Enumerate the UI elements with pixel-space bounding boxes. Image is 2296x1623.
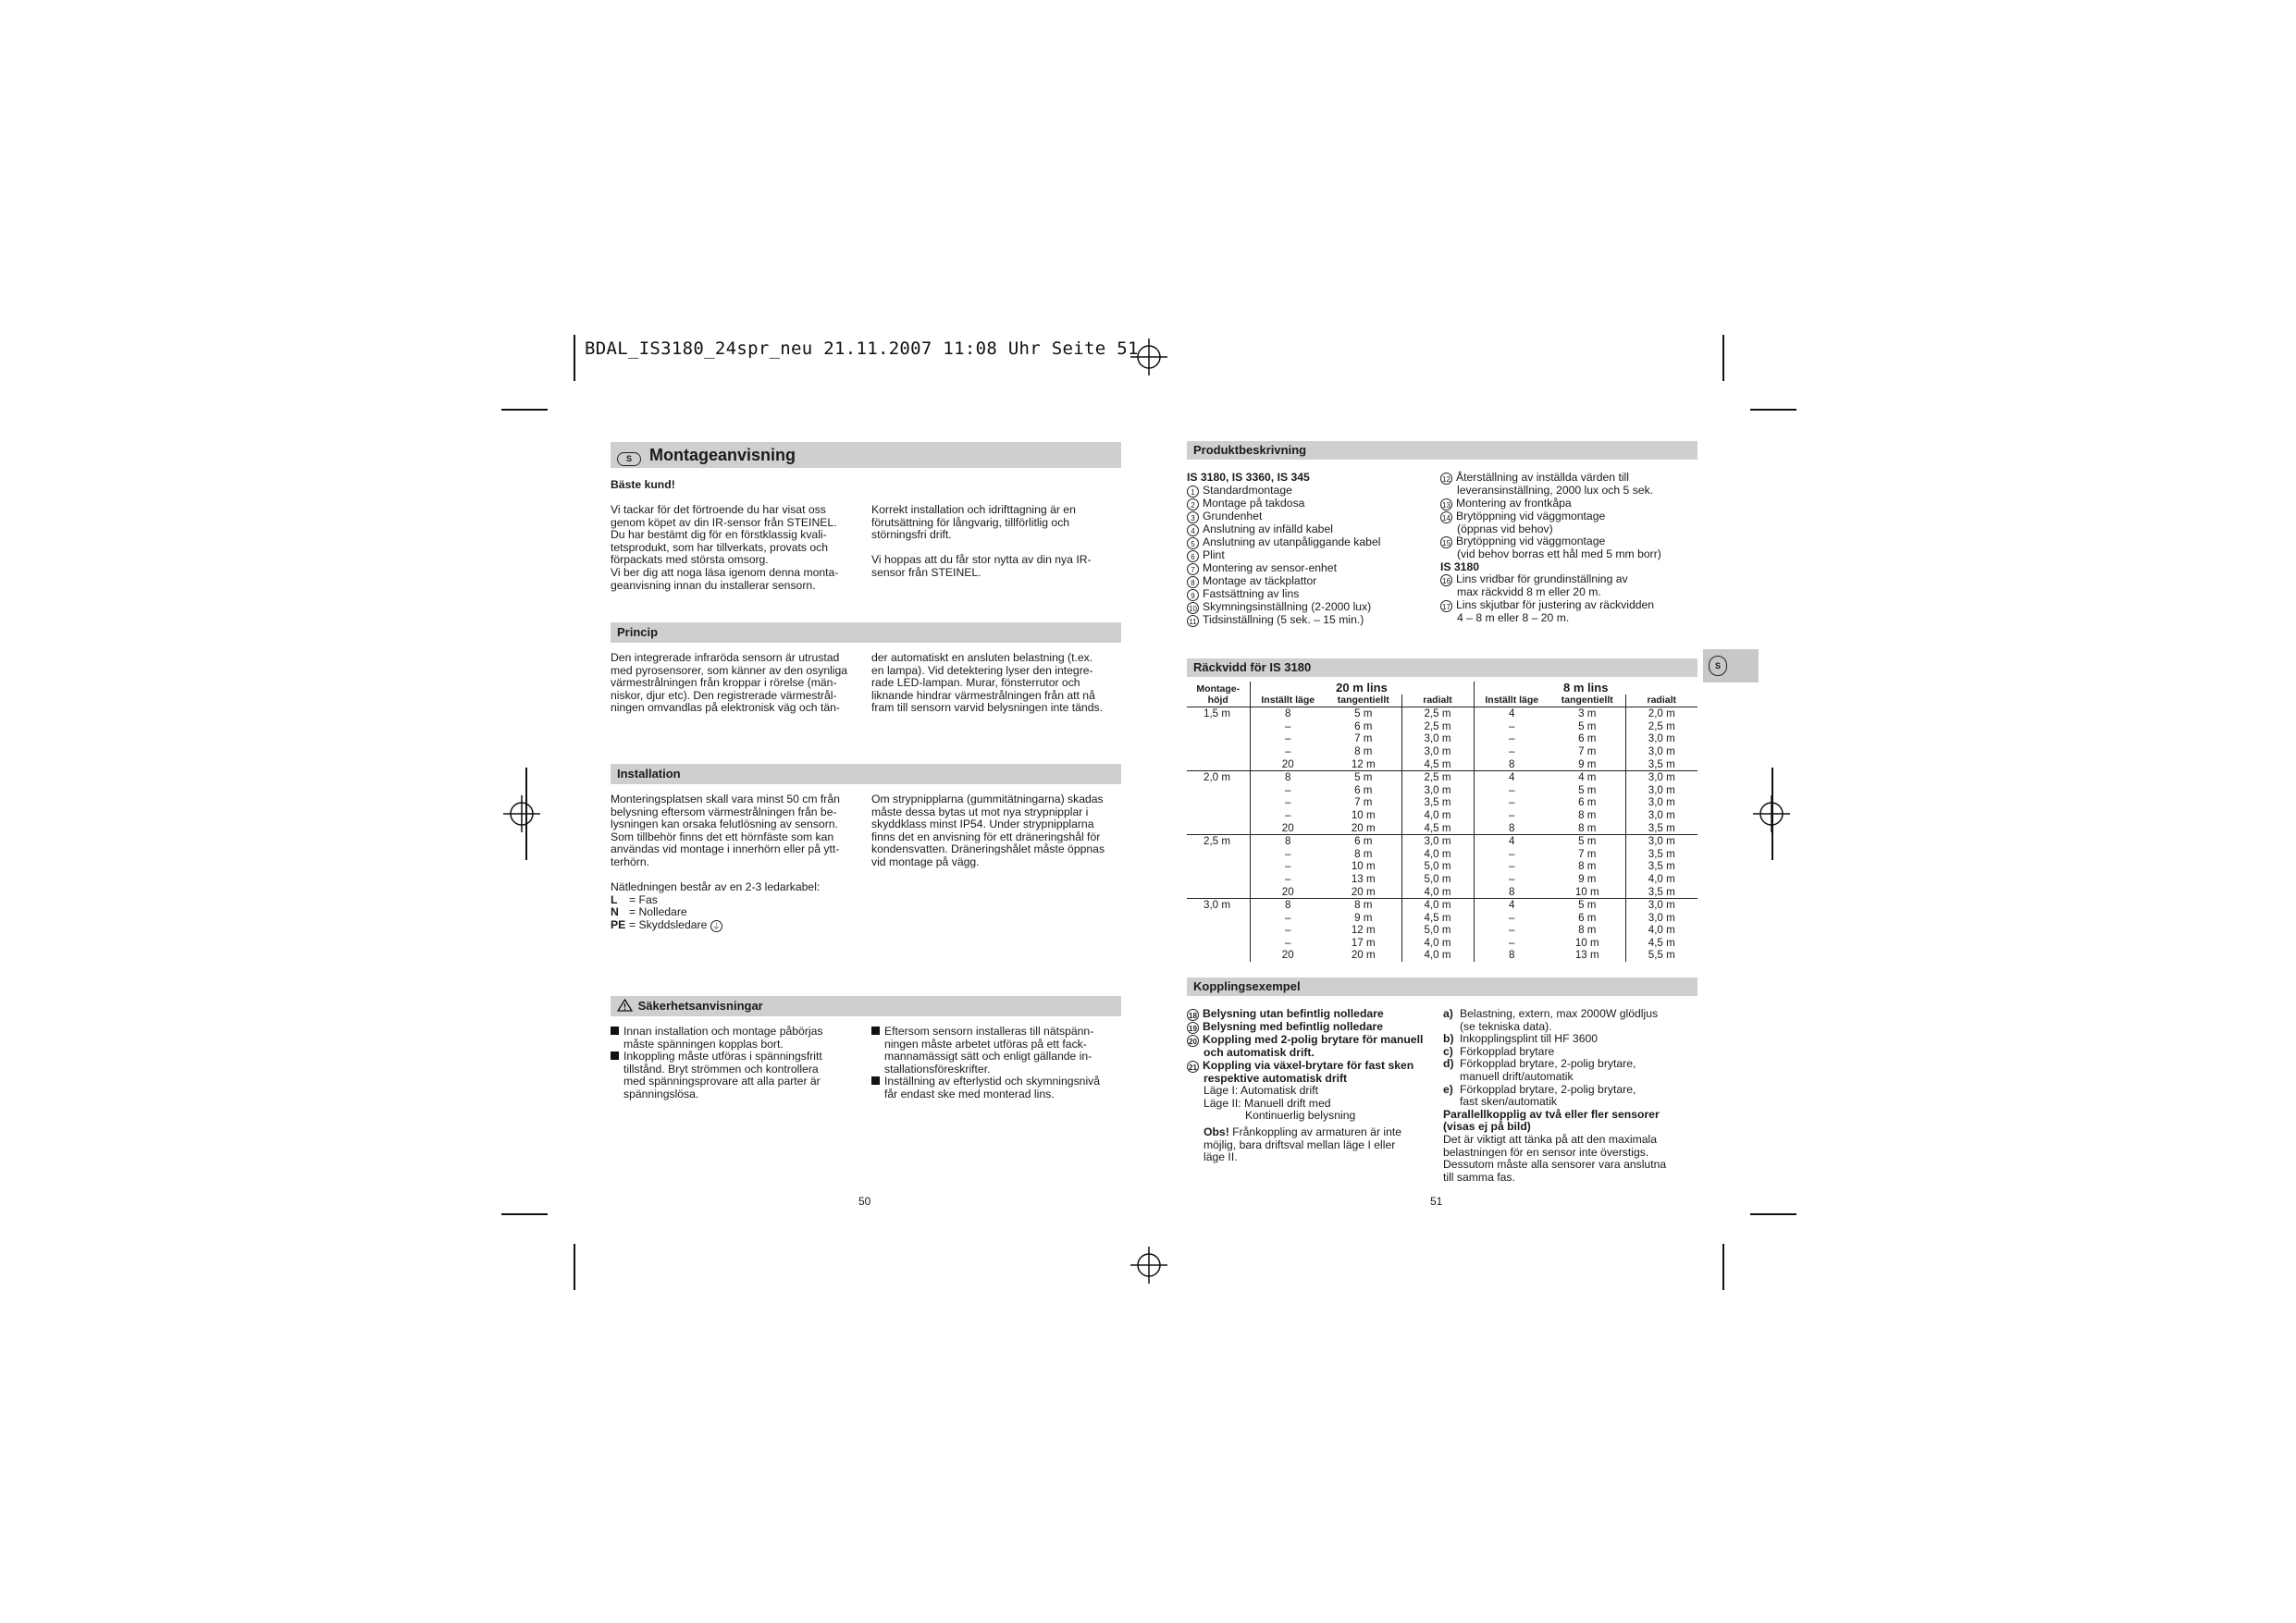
crop-mark bbox=[501, 409, 548, 411]
table-cell: 7 m bbox=[1549, 745, 1625, 758]
crop-mark bbox=[1750, 1213, 1796, 1215]
table-cell: 20 bbox=[1281, 949, 1294, 962]
table-cell: 10 m bbox=[1326, 860, 1401, 873]
table-row bbox=[1187, 886, 1697, 899]
table-cell: – bbox=[1509, 924, 1515, 937]
table-cell: 13 m bbox=[1326, 873, 1401, 886]
page-title: Montageanvisning bbox=[649, 446, 796, 464]
list-item: 4 Anslutning av infälld kabel bbox=[1187, 523, 1437, 536]
table-cell: 4,0 m bbox=[1401, 886, 1474, 899]
number-marker-icon: 14 bbox=[1440, 511, 1452, 523]
table-cell: – bbox=[1509, 719, 1515, 732]
ground-symbol-icon: ⏚ bbox=[711, 921, 721, 931]
table-cell: 8 bbox=[1250, 899, 1326, 912]
table-row bbox=[1187, 860, 1697, 873]
table-cell: 3,0 m bbox=[1648, 744, 1675, 757]
table-cell: 3,0 m bbox=[1401, 784, 1474, 797]
table-cell: 10 m bbox=[1326, 809, 1401, 822]
table-cell: 8 m bbox=[1549, 924, 1625, 937]
table-cell: 3,0 m bbox=[1648, 796, 1675, 809]
table-cell: 12 m bbox=[1326, 758, 1401, 771]
table-cell: 8 m bbox=[1549, 809, 1625, 822]
crop-mark bbox=[501, 1213, 548, 1215]
table-cell: 8 m bbox=[1326, 745, 1401, 758]
warning-triangle-icon bbox=[617, 999, 633, 1012]
number-marker-icon: 11 bbox=[1187, 615, 1199, 627]
number-marker-icon: 3 bbox=[1187, 511, 1199, 523]
table-row bbox=[1187, 809, 1697, 822]
table-cell: 5 m bbox=[1549, 899, 1625, 912]
table-cell: 3,5 m bbox=[1648, 757, 1675, 770]
table-cell: 7 m bbox=[1326, 732, 1401, 745]
table-cell: – bbox=[1509, 808, 1515, 821]
table-row bbox=[1187, 912, 1697, 925]
table-cell: 5 m bbox=[1549, 835, 1625, 848]
list-item: 7 Montering av sensor-enhet bbox=[1187, 562, 1437, 575]
table-cell: – bbox=[1285, 719, 1291, 732]
crop-mark bbox=[574, 335, 575, 381]
table-header-height: Montage- höjd bbox=[1187, 682, 1250, 707]
table-cell: 3,0 m bbox=[1625, 771, 1697, 784]
safety-item: Inkoppling måste utföras i spänningsfritt tillstånd. Bryt strömmen och kontrollera med spänningsprovare att alla parter är spänningslösa. bbox=[611, 1051, 865, 1100]
table-cell: 8 m bbox=[1549, 860, 1625, 873]
safety-item: Inställning av efterlystid och skymningsnivå får endast ske med monterad lins. bbox=[871, 1076, 1126, 1100]
table-cell: – bbox=[1285, 872, 1291, 885]
safety-item: Innan installation och montage påbörjas måste spänningen kopplas bort. bbox=[611, 1026, 865, 1051]
table-cell: 3 m bbox=[1549, 707, 1625, 720]
list-item: 16 Lins vridbar för grundinställning av bbox=[1440, 573, 1709, 586]
section-heading-safety: Säkerhetsanvisningar bbox=[611, 996, 1121, 1016]
koppling-col2: a) Belastning, extern, max 2000W glödljus (se tekniska data). b) Inkopplingsplint till HF 3600 c) Förkopplad brytare d) Förkopplad brytare, 2-polig brytare, manuell drift/automatik e) Förkopplad brytare, 2-polig brytare, fast sken/automatik Parallellkopplig av två eller fler sensorer (visas ej på bild) Det är viktigt att tänka på att den maximala belastningen för en sensor inte överstigs. Dessutom måste alla sensorer vara anslutna till samma fas. bbox=[1443, 1008, 1711, 1184]
intro-col2: Korrekt installation och idrifttagning är en förutsättning för långvarig, tillförlitlig och störningsfri drift. Vi hoppas att du får stor nytta av din nya IR- sensor från STEINEL. bbox=[871, 503, 1092, 579]
table-cell: 3,5 m bbox=[1401, 796, 1474, 809]
number-marker-icon: 21 bbox=[1187, 1061, 1199, 1073]
table-row bbox=[1187, 758, 1697, 771]
table-cell: 4,5 m bbox=[1648, 936, 1675, 949]
table-cell: 20 m bbox=[1326, 949, 1401, 962]
table-cell: – bbox=[1285, 808, 1291, 821]
list-item: a) Belastning, extern, max 2000W glödljus bbox=[1443, 1007, 1659, 1020]
table-row bbox=[1187, 732, 1697, 745]
language-badge-icon: S bbox=[617, 452, 641, 466]
table-cell: 6 m bbox=[1549, 732, 1625, 745]
table-cell: 17 m bbox=[1326, 937, 1401, 950]
crop-mark bbox=[1722, 335, 1724, 381]
table-cell: – bbox=[1509, 860, 1515, 873]
nat-intro: Nätledningen består av en 2-3 ledarkabel: bbox=[611, 880, 821, 894]
table-cell: 3,0 m bbox=[1648, 732, 1675, 745]
table-cell: – bbox=[1285, 847, 1291, 860]
greeting: Bäste kund! bbox=[611, 478, 675, 491]
table-header-lens8: 8 m lins bbox=[1563, 681, 1609, 695]
number-marker-icon: 20 bbox=[1187, 1035, 1199, 1047]
table-cell: 6 m bbox=[1326, 784, 1401, 797]
table-cell: 8 bbox=[1250, 771, 1326, 784]
table-cell: 8 bbox=[1250, 707, 1326, 720]
table-cell: 9 m bbox=[1549, 758, 1625, 771]
table-cell: 4,0 m bbox=[1401, 937, 1474, 950]
table-cell: 6 m bbox=[1549, 912, 1625, 925]
table-cell: – bbox=[1285, 783, 1291, 796]
table-row bbox=[1187, 720, 1697, 733]
table-cell: 3,5 m bbox=[1648, 821, 1675, 834]
table-row: 2,5 m 8 6 m 3,0 m 4 5 m 3,0 m bbox=[1187, 835, 1697, 848]
number-marker-icon: 2 bbox=[1187, 498, 1199, 510]
table-cell: 20 bbox=[1281, 757, 1294, 770]
table-cell: 7 m bbox=[1326, 796, 1401, 809]
number-marker-icon: 13 bbox=[1440, 498, 1452, 510]
table-cell: 4 bbox=[1474, 771, 1549, 784]
table-cell: 3,0 m bbox=[1401, 745, 1474, 758]
table-cell: 4,0 m bbox=[1401, 848, 1474, 861]
table-cell: 8 bbox=[1509, 885, 1515, 898]
number-marker-icon: 12 bbox=[1440, 473, 1452, 485]
number-marker-icon: 9 bbox=[1187, 589, 1199, 601]
table-cell: – bbox=[1509, 872, 1515, 885]
table-cell: 8 bbox=[1509, 821, 1515, 834]
table-cell: 8 bbox=[1509, 757, 1515, 770]
table-cell: 3,5 m bbox=[1648, 860, 1675, 873]
list-item: 15 Brytöppning vid väggmontage bbox=[1440, 535, 1709, 548]
language-badge-icon: S bbox=[1709, 656, 1727, 676]
table-cell: 6 m bbox=[1549, 796, 1625, 809]
list-item: c) Förkopplad brytare bbox=[1443, 1044, 1555, 1058]
list-item: d) Förkopplad brytare, 2-polig brytare, bbox=[1443, 1057, 1636, 1071]
table-cell: 5,0 m bbox=[1401, 873, 1474, 886]
crop-mark bbox=[1722, 1244, 1724, 1290]
parallel-heading: Parallellkopplig av två eller fler sensorer (visas ej på bild) bbox=[1443, 1107, 1660, 1134]
section-heading-princip: Princip bbox=[611, 622, 1121, 643]
table-cell: 8 m bbox=[1549, 822, 1625, 835]
list-item: 5 Anslutning av utanpåliggande kabel bbox=[1187, 536, 1437, 549]
safety-col2 bbox=[871, 1026, 1126, 1101]
table-cell: 8 bbox=[1250, 835, 1326, 848]
table-cell: 3,0 m bbox=[1648, 808, 1675, 821]
table-row bbox=[1187, 796, 1697, 809]
table-cell: – bbox=[1509, 744, 1515, 757]
installation-col1: Monteringsplatsen skall vara minst 50 cm från belysning eftersom värmestrålningen från be- lysningen kan orsaka felutlösning av sensorn. Som tillbehör finns det ett hörnfäste som kan användas vid montage i innerhörn eller på ytt- terhörn. Nätledningen består av en 2-3 ledarkabel: L = Fas N = Nolledare PE = Skyddsledare ⏚ bbox=[611, 793, 865, 932]
number-marker-icon: 10 bbox=[1187, 602, 1199, 614]
table-cell: 20 m bbox=[1326, 822, 1401, 835]
table-cell: 3,0 m bbox=[1625, 899, 1697, 912]
list-item: 14 Brytöppning vid väggmontage bbox=[1440, 510, 1709, 523]
parts-col2: 12 Återställning av inställda värden till leveransinställning, 2000 lux och 5 sek. 13 Montering av frontkåpa 14 Brytöppning vid väggmontage (öppnas vid behov) 15 Brytöppning vid väggmontage (vid behov borras ett hål med 5 mm borr) IS 3180 16 Lins vridbar för grundinställning av max räckvidd 8 m eller 20 m. 17 Lins skjutbar för justering av räckvidden 4 – 8 m eller 8 – 20 m. bbox=[1440, 472, 1709, 625]
table-row: 3,0 m 8 8 m 4,0 m 4 5 m 3,0 m bbox=[1187, 899, 1697, 912]
list-item: 19 Belysning med befintlig nolledare bbox=[1187, 1021, 1446, 1034]
table-cell: 8 m bbox=[1326, 848, 1401, 861]
list-item: 21 Koppling via växel-brytare för fast sken bbox=[1187, 1060, 1446, 1073]
table-cell: 3,5 m bbox=[1648, 885, 1675, 898]
table-cell: – bbox=[1285, 744, 1291, 757]
table-cell: – bbox=[1509, 911, 1515, 924]
table-cell: – bbox=[1285, 860, 1291, 873]
section-heading-installation: Installation bbox=[611, 764, 1121, 784]
table-row bbox=[1187, 937, 1697, 950]
table-cell: – bbox=[1509, 783, 1515, 796]
number-marker-icon: 19 bbox=[1187, 1022, 1199, 1034]
table-cell: 20 bbox=[1281, 885, 1294, 898]
table-cell: 4,0 m bbox=[1648, 924, 1675, 937]
table-cell: 3,0 m bbox=[1401, 835, 1474, 848]
table-cell: 5,0 m bbox=[1401, 860, 1474, 873]
list-item: 11 Tidsinställning (5 sek. – 15 min.) bbox=[1187, 614, 1437, 627]
list-item: 2 Montage på takdosa bbox=[1187, 498, 1437, 510]
table-cell: 3,0 m bbox=[1401, 732, 1474, 745]
table-row bbox=[1187, 924, 1697, 937]
number-marker-icon: 6 bbox=[1187, 550, 1199, 562]
table-row bbox=[1187, 822, 1697, 835]
installation-col2: Om strypnipplarna (gummitätningarna) skadas måste dessa bytas ut mot nya strypnipplar i skyddklass minst IP54. Under strypnipplarna finns det en anvisning för ett dräneringshål för kondensvatten. Dräneringshålet måste öppnas vid montage på vägg. bbox=[871, 793, 1105, 868]
table-cell: 2,5 m bbox=[1401, 720, 1474, 733]
table-cell: 4,0 m bbox=[1648, 872, 1675, 885]
table-cell: – bbox=[1285, 924, 1291, 937]
registration-mark-icon bbox=[1130, 1247, 1167, 1284]
table-cell: 4 bbox=[1474, 899, 1549, 912]
table-cell: 4,0 m bbox=[1401, 949, 1474, 962]
table-cell: 3,0 m bbox=[1648, 911, 1675, 924]
table-cell: 4,5 m bbox=[1401, 912, 1474, 925]
safety-item: Eftersom sensorn installeras till nätspänn- ningen måste arbetet utföras på ett fack- mannamässigt sätt och enligt gällande in- stallationsföreskrifter. bbox=[871, 1026, 1126, 1076]
table-cell: 3,0 m bbox=[1648, 783, 1675, 796]
print-slug: BDAL_IS3180_24spr_neu 21.11.2007 11:08 Uhr Seite 51 bbox=[585, 338, 1139, 359]
section-heading-koppling: Kopplingsexempel bbox=[1187, 977, 1697, 996]
list-item: 1 Standardmontage bbox=[1187, 485, 1437, 498]
table-cell: – bbox=[1285, 936, 1291, 949]
safety-col1 bbox=[611, 1026, 865, 1101]
list-item: 18 Belysning utan befintlig nolledare bbox=[1187, 1008, 1446, 1021]
intro-col1: Vi tackar för det förtroende du har visat oss genom köpet av din IR-sensor från STEINEL. Du har bestämt dig för en förstklassig kvali- tetsprodukt, som har tillverkats, provats och förpackats med största omsorg. Vi ber dig att noga läsa igenom denna monta- geanvisning innan du installerar sensorn. bbox=[611, 503, 839, 592]
table-cell: 4 m bbox=[1549, 771, 1625, 784]
list-item: 12 Återställning av inställda värden till bbox=[1440, 472, 1709, 485]
number-marker-icon: 15 bbox=[1440, 536, 1452, 548]
number-marker-icon: 8 bbox=[1187, 576, 1199, 588]
table-cell: – bbox=[1285, 732, 1291, 745]
table-cell: 13 m bbox=[1549, 949, 1625, 962]
table-cell: 20 m bbox=[1326, 886, 1401, 899]
number-marker-icon: 5 bbox=[1187, 537, 1199, 549]
table-cell: 2,0 m bbox=[1625, 707, 1697, 720]
table-row bbox=[1187, 784, 1697, 797]
table-cell: 8 m bbox=[1326, 899, 1401, 912]
parallel-text: Det är viktigt att tänka på att den maximala belastningen för en sensor inte överstigs. Dessutom måste alla sensorer vara anslutna till samma fas. bbox=[1443, 1132, 1667, 1184]
table-header-lens20: 20 m lins bbox=[1250, 682, 1474, 695]
table-cell: 4,0 m bbox=[1401, 809, 1474, 822]
princip-col1: Den integrerade infraröda sensorn är utrustad med pyrosensorer, som känner av den osynliga värmestrålningen från kroppar i rörelse (män- niskor, djur etc). Den registrerade värmestrål- ningen omvandlas på elektronisk väg och tän- bbox=[611, 651, 848, 715]
koppling-col1: 18 Belysning utan befintlig nolledare 19 Belysning med befintlig nolledare 20 Koppling med 2-polig brytare för manuell och automatisk drift. 21 Koppling via växel-brytare för fast sken respektive automatisk drift Läge I: Automatisk drift Läge II: Manuell drift med Kontinuerlig belysning Obs! Frånkoppling av armaturen är inte möjlig, bara driftsval mellan läge I eller läge II. bbox=[1187, 1008, 1446, 1164]
list-item: b) Inkopplingsplint till HF 3600 bbox=[1443, 1032, 1599, 1046]
table-cell: 9 m bbox=[1326, 912, 1401, 925]
table-cell: 3,0 m bbox=[1625, 835, 1697, 848]
table-row bbox=[1187, 745, 1697, 758]
language-side-tab bbox=[1703, 649, 1759, 682]
crop-mark bbox=[574, 1244, 575, 1290]
table-cell: 9 m bbox=[1549, 873, 1625, 886]
table-cell: 8 bbox=[1509, 949, 1515, 962]
table-cell: 20 bbox=[1281, 821, 1294, 834]
table-cell: 5,0 m bbox=[1401, 924, 1474, 937]
table-cell: 5 m bbox=[1549, 784, 1625, 797]
table-cell: – bbox=[1509, 847, 1515, 860]
table-row bbox=[1187, 949, 1697, 962]
table-cell: 4 bbox=[1474, 835, 1549, 848]
number-marker-icon: 1 bbox=[1187, 486, 1199, 498]
range-table: Montage- höjd 20 m lins 8 m lins Inställt läge tangentiellt radialt Inställt läge tangentiellt radialt 1,5 m 8 5 m 2,5 m 4 3 m 2,0 m – 6 m 2,5 m – 5 m 2,5 m – 7 m 3,0 m – 6 m 3,0 m – 8 m 3,0 m – 7 m 3,0 m 20 12 m 4,5 m 8 9 m 3,5 m 2,0 m 8 5 m 2,5 m 4 4 m 3,0 m – 6 m 3,0 m – 5 m 3,0 m – 7 m 3,5 m – 6 m 3,0 m – 10 m 4,0 m – 8 m 3,0 m 20 20 m 4,5 m 8 8 m 3,5 m 2,5 m 8 6 m 3,0 m 4 5 m 3,0 m – 8 m 4,0 m – 7 m 3,5 m – 10 m 5,0 m – 8 m 3,5 m – 13 m 5,0 m – 9 m 4,0 m 20 20 m 4,0 m 8 10 m 3,5 m 3,0 m 8 8 m 4,0 m 4 5 m 3,0 m – 9 m 4,5 m – 6 m 3,0 m – 12 m 5,0 m – 8 m 4,0 m – 17 m 4,0 m – 10 m 4,5 m 20 20 m 4,0 m 8 13 m 5,5 m bbox=[1187, 682, 1697, 962]
number-marker-icon: 4 bbox=[1187, 524, 1199, 536]
number-marker-icon: 7 bbox=[1187, 563, 1199, 575]
table-row: 2,0 m 8 5 m 2,5 m 4 4 m 3,0 m bbox=[1187, 771, 1697, 784]
page-number-left: 50 bbox=[858, 1195, 871, 1208]
registration-mark-icon bbox=[503, 795, 540, 832]
number-marker-icon: 17 bbox=[1440, 600, 1452, 612]
princip-col2: der automatiskt en ansluten belastning (t.ex. en lampa). Vid detektering lyser den integre- rade LED-lampan. Murar, fönsterrutor och liknande hindrar värmestrålningen från att nå fram till sensorn varvid belysningen inte tänds. bbox=[871, 651, 1103, 715]
parts-col1 bbox=[1187, 472, 1437, 627]
is3180-label: IS 3180 bbox=[1440, 559, 1480, 573]
models-label: IS 3180, IS 3360, IS 345 bbox=[1187, 471, 1310, 484]
table-cell: – bbox=[1509, 796, 1515, 809]
table-row: 1,5 m 8 5 m 2,5 m 4 3 m 2,0 m bbox=[1187, 707, 1697, 720]
table-row bbox=[1187, 848, 1697, 861]
list-item: e) Förkopplad brytare, 2-polig brytare, bbox=[1443, 1082, 1636, 1096]
title-bar bbox=[611, 442, 1121, 468]
table-cell: 5 m bbox=[1326, 771, 1401, 784]
crop-mark bbox=[1750, 409, 1796, 411]
table-cell: 2,5 m bbox=[1401, 707, 1474, 720]
table-row bbox=[1187, 873, 1697, 886]
list-item: 10 Skymningsinställning (2-2000 lux) bbox=[1187, 601, 1437, 614]
table-cell: 4,5 m bbox=[1401, 758, 1474, 771]
table-cell: 4 bbox=[1474, 707, 1549, 720]
table-cell: 2,5 m bbox=[1401, 771, 1474, 784]
table-cell: 5,5 m bbox=[1648, 949, 1675, 962]
table-cell: 6 m bbox=[1326, 835, 1401, 848]
list-item: 17 Lins skjutbar för justering av räckvidden bbox=[1440, 599, 1709, 612]
table-cell: 5 m bbox=[1326, 707, 1401, 720]
list-item: 3 Grundenhet bbox=[1187, 510, 1437, 523]
table-cell: 4,5 m bbox=[1401, 822, 1474, 835]
list-item: 8 Montage av täckplattor bbox=[1187, 575, 1437, 588]
page-number-right: 51 bbox=[1430, 1195, 1443, 1208]
table-cell: 12 m bbox=[1326, 924, 1401, 937]
number-marker-icon: 16 bbox=[1440, 574, 1452, 586]
registration-mark-icon bbox=[1753, 795, 1790, 832]
list-item: 6 Plint bbox=[1187, 549, 1437, 562]
table-cell: 2,5 m bbox=[1648, 719, 1675, 732]
table-cell: – bbox=[1509, 732, 1515, 745]
nat-list: L = Fas N = Nolledare PE = Skyddsledare ⏚ bbox=[611, 892, 721, 931]
table-cell: 7 m bbox=[1549, 848, 1625, 861]
table-cell: – bbox=[1285, 911, 1291, 924]
number-marker-icon: 18 bbox=[1187, 1009, 1199, 1021]
registration-mark-icon bbox=[1130, 338, 1167, 375]
table-cell: 6 m bbox=[1326, 720, 1401, 733]
list-item: 9 Fastsättning av lins bbox=[1187, 588, 1437, 601]
table-cell: 3,5 m bbox=[1648, 847, 1675, 860]
table-cell: 10 m bbox=[1549, 886, 1625, 899]
table-cell: – bbox=[1509, 936, 1515, 949]
list-item: 20 Koppling med 2-polig brytare för manuell bbox=[1187, 1034, 1446, 1047]
section-heading-rackvidd: Räckvidd för IS 3180 bbox=[1187, 658, 1697, 677]
list-item: 13 Montering av frontkåpa bbox=[1440, 498, 1709, 510]
table-cell: 10 m bbox=[1549, 937, 1625, 950]
table-cell: – bbox=[1285, 796, 1291, 809]
section-heading-produkt: Produktbeskrivning bbox=[1187, 441, 1697, 460]
table-cell: 4,0 m bbox=[1401, 899, 1474, 912]
table-cell: 5 m bbox=[1549, 720, 1625, 733]
